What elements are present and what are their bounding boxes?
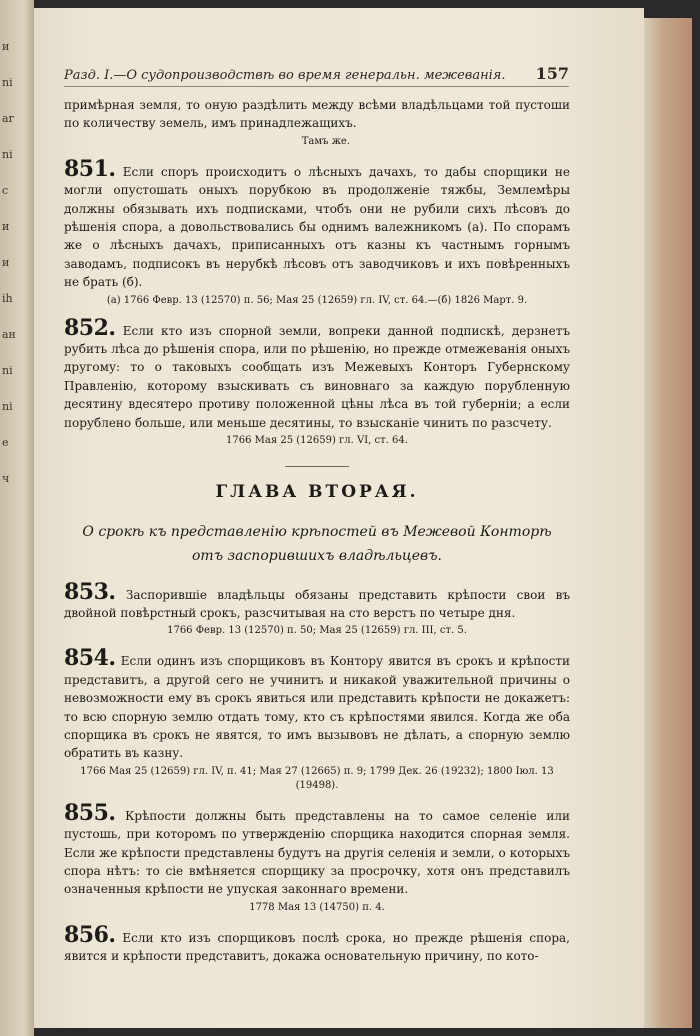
- article-text: Заспорившіе владѣльцы обязаны представить крѣпости свои въ двойной повѣрстный срокъ, разсчитывая на сто верстъ по четыре дня.: [64, 587, 570, 620]
- article-text: Если одинъ изъ спорщиковъ въ Контору явится въ срокъ и крѣпости представитъ, а другой сего не учинитъ и никакой уважительной причины о невозможности ему въ срокъ явиться или представить крѣпости не докажетъ: то всю спорную землю отдать тому, кто съ крѣпостями явился. Когда же оба спорщика въ срокъ не явятся, то имъ вызывовъ не дѣлать, а спорную землю обратить въ казну.: [64, 654, 570, 761]
- left-margin-fragment: ni: [2, 148, 13, 161]
- left-margin-fragment: с: [2, 184, 9, 197]
- article-number: 856.: [64, 921, 116, 948]
- left-facing-page: [0, 0, 34, 1036]
- article-source: 1766 Мая 25 (12659) гл. VI, ст. 64.: [226, 435, 408, 447]
- left-margin-fragment: ar: [2, 112, 14, 125]
- article-851: [64, 155, 570, 308]
- left-margin-fragment: ч: [2, 472, 10, 485]
- page-body: [64, 96, 570, 966]
- chapter-subtitle-line1: О срокѣ къ представленію крѣпостей въ Межевой Конторѣ: [82, 523, 552, 540]
- intro-paragraph: примѣрная земля, то оную раздѣлить между всѣми владѣльцами той пустоши по количеству земель, имъ принадлежащихъ.: [64, 98, 570, 131]
- chapter-subtitle-line2: отъ заспорившихъ владѣльцевъ.: [192, 547, 442, 564]
- left-margin-fragment: и: [2, 220, 10, 233]
- left-margin-fragment: и: [2, 40, 10, 53]
- article-source: 1766 Февр. 13 (12570) п. 50; Мая 25 (12659) гл. III, ст. 5.: [167, 625, 467, 637]
- section-divider: [285, 466, 349, 467]
- intro-source: Тамъ же.: [301, 135, 350, 147]
- article-number: 853.: [64, 578, 116, 605]
- article-text: Если кто изъ спорной земли, вопреки данной подпискѣ, дерзнетъ рубить лѣса до рѣшенія спора, или по рѣшенію, но прежде отмежеванія оныхъ другому: то о таковыхъ сообщать изъ Межевыхъ Конторъ Губернскому Правленію, которому взыскивать съ виновнаго за каждую порубленную десятину вдесятеро противу положенной цѣны лѣса въ той губерніи; а если порублено больше, или меньше десятины, то взысканіе чинить по разсчету.: [64, 323, 570, 430]
- article-text: Крѣпости должны быть представлены на то самое селеніе или пустошь, при которомъ по утвержденію спорщика находится спорная земля. Если же крѣпости представлены будутъ на другія селенія и земли, о которыхъ спора нѣтъ: то сіе вмѣняется спорщику за просрочку, хотя онъ представилъ означенныя крѣпости не упуская законнаго времени.: [64, 808, 570, 897]
- article-text: Если кто изъ спорщиковъ послѣ срока, но прежде рѣшенія спора, явится и крѣпости представитъ, докажа основательную причину, по кото-: [64, 930, 570, 964]
- chapter-subtitle: [64, 520, 570, 568]
- running-header: [64, 64, 569, 87]
- article-855: [64, 799, 570, 915]
- article-number: 852.: [64, 314, 116, 341]
- article-source: 1778 Мая 13 (14750) п. 4.: [249, 901, 385, 913]
- article-856: [64, 921, 570, 966]
- article-number: 854.: [64, 645, 116, 672]
- left-margin-fragment: ni: [2, 76, 13, 89]
- page-edge: [643, 18, 692, 1028]
- article-number: 851.: [64, 155, 116, 182]
- left-margin-fragment: ih: [2, 292, 13, 305]
- article-source: 1766 Мая 25 (12659) гл. IV, п. 41; Мая 27 (12665) п. 9; 1799 Дек. 26 (19232); 1800 Іюл. 13 (19498).: [80, 765, 554, 791]
- left-margin-fragment: е: [2, 436, 9, 449]
- article-854: [64, 645, 570, 792]
- article-852: [64, 314, 570, 448]
- article-853: [64, 578, 570, 639]
- book-page: [34, 8, 644, 1028]
- chapter-title: ГЛАВА ВТОРАЯ.: [215, 482, 419, 503]
- page-number: 157: [535, 64, 569, 83]
- left-margin-fragment: и: [2, 256, 10, 269]
- left-margin-fragment: ni: [2, 364, 13, 377]
- article-text: Если споръ происходитъ о лѣсныхъ дачахъ, то дабы спорщики не могли опустошать оныхъ порубкою въ продолженіе тяжбы, Землемѣры должны обязывать ихъ подписками, чтобъ они не рубили сихъ лѣсовъ до рѣшенія спора, а довольствовались бы однимъ валежникомъ (а). По спорамъ же о лѣсныхъ дачахъ, приписанныхъ отъ казны къ частнымъ горнымъ заводамъ, подписокъ въ нерубкѣ лѣсовъ отъ заводчиковъ и ихъ повѣренныхъ не брать (б).: [64, 164, 570, 290]
- left-margin-fragment: ан: [2, 328, 16, 341]
- article-number: 855.: [64, 799, 116, 826]
- article-source: (а) 1766 Февр. 13 (12570) п. 56; Мая 25 (12659) гл. IV, ст. 64.—(б) 1826 Март. 9.: [106, 294, 528, 306]
- left-margin-fragment: ni: [2, 400, 13, 413]
- running-title: Разд. I.—О судопроизводствѣ во время генеральн. межеванія.: [64, 68, 506, 83]
